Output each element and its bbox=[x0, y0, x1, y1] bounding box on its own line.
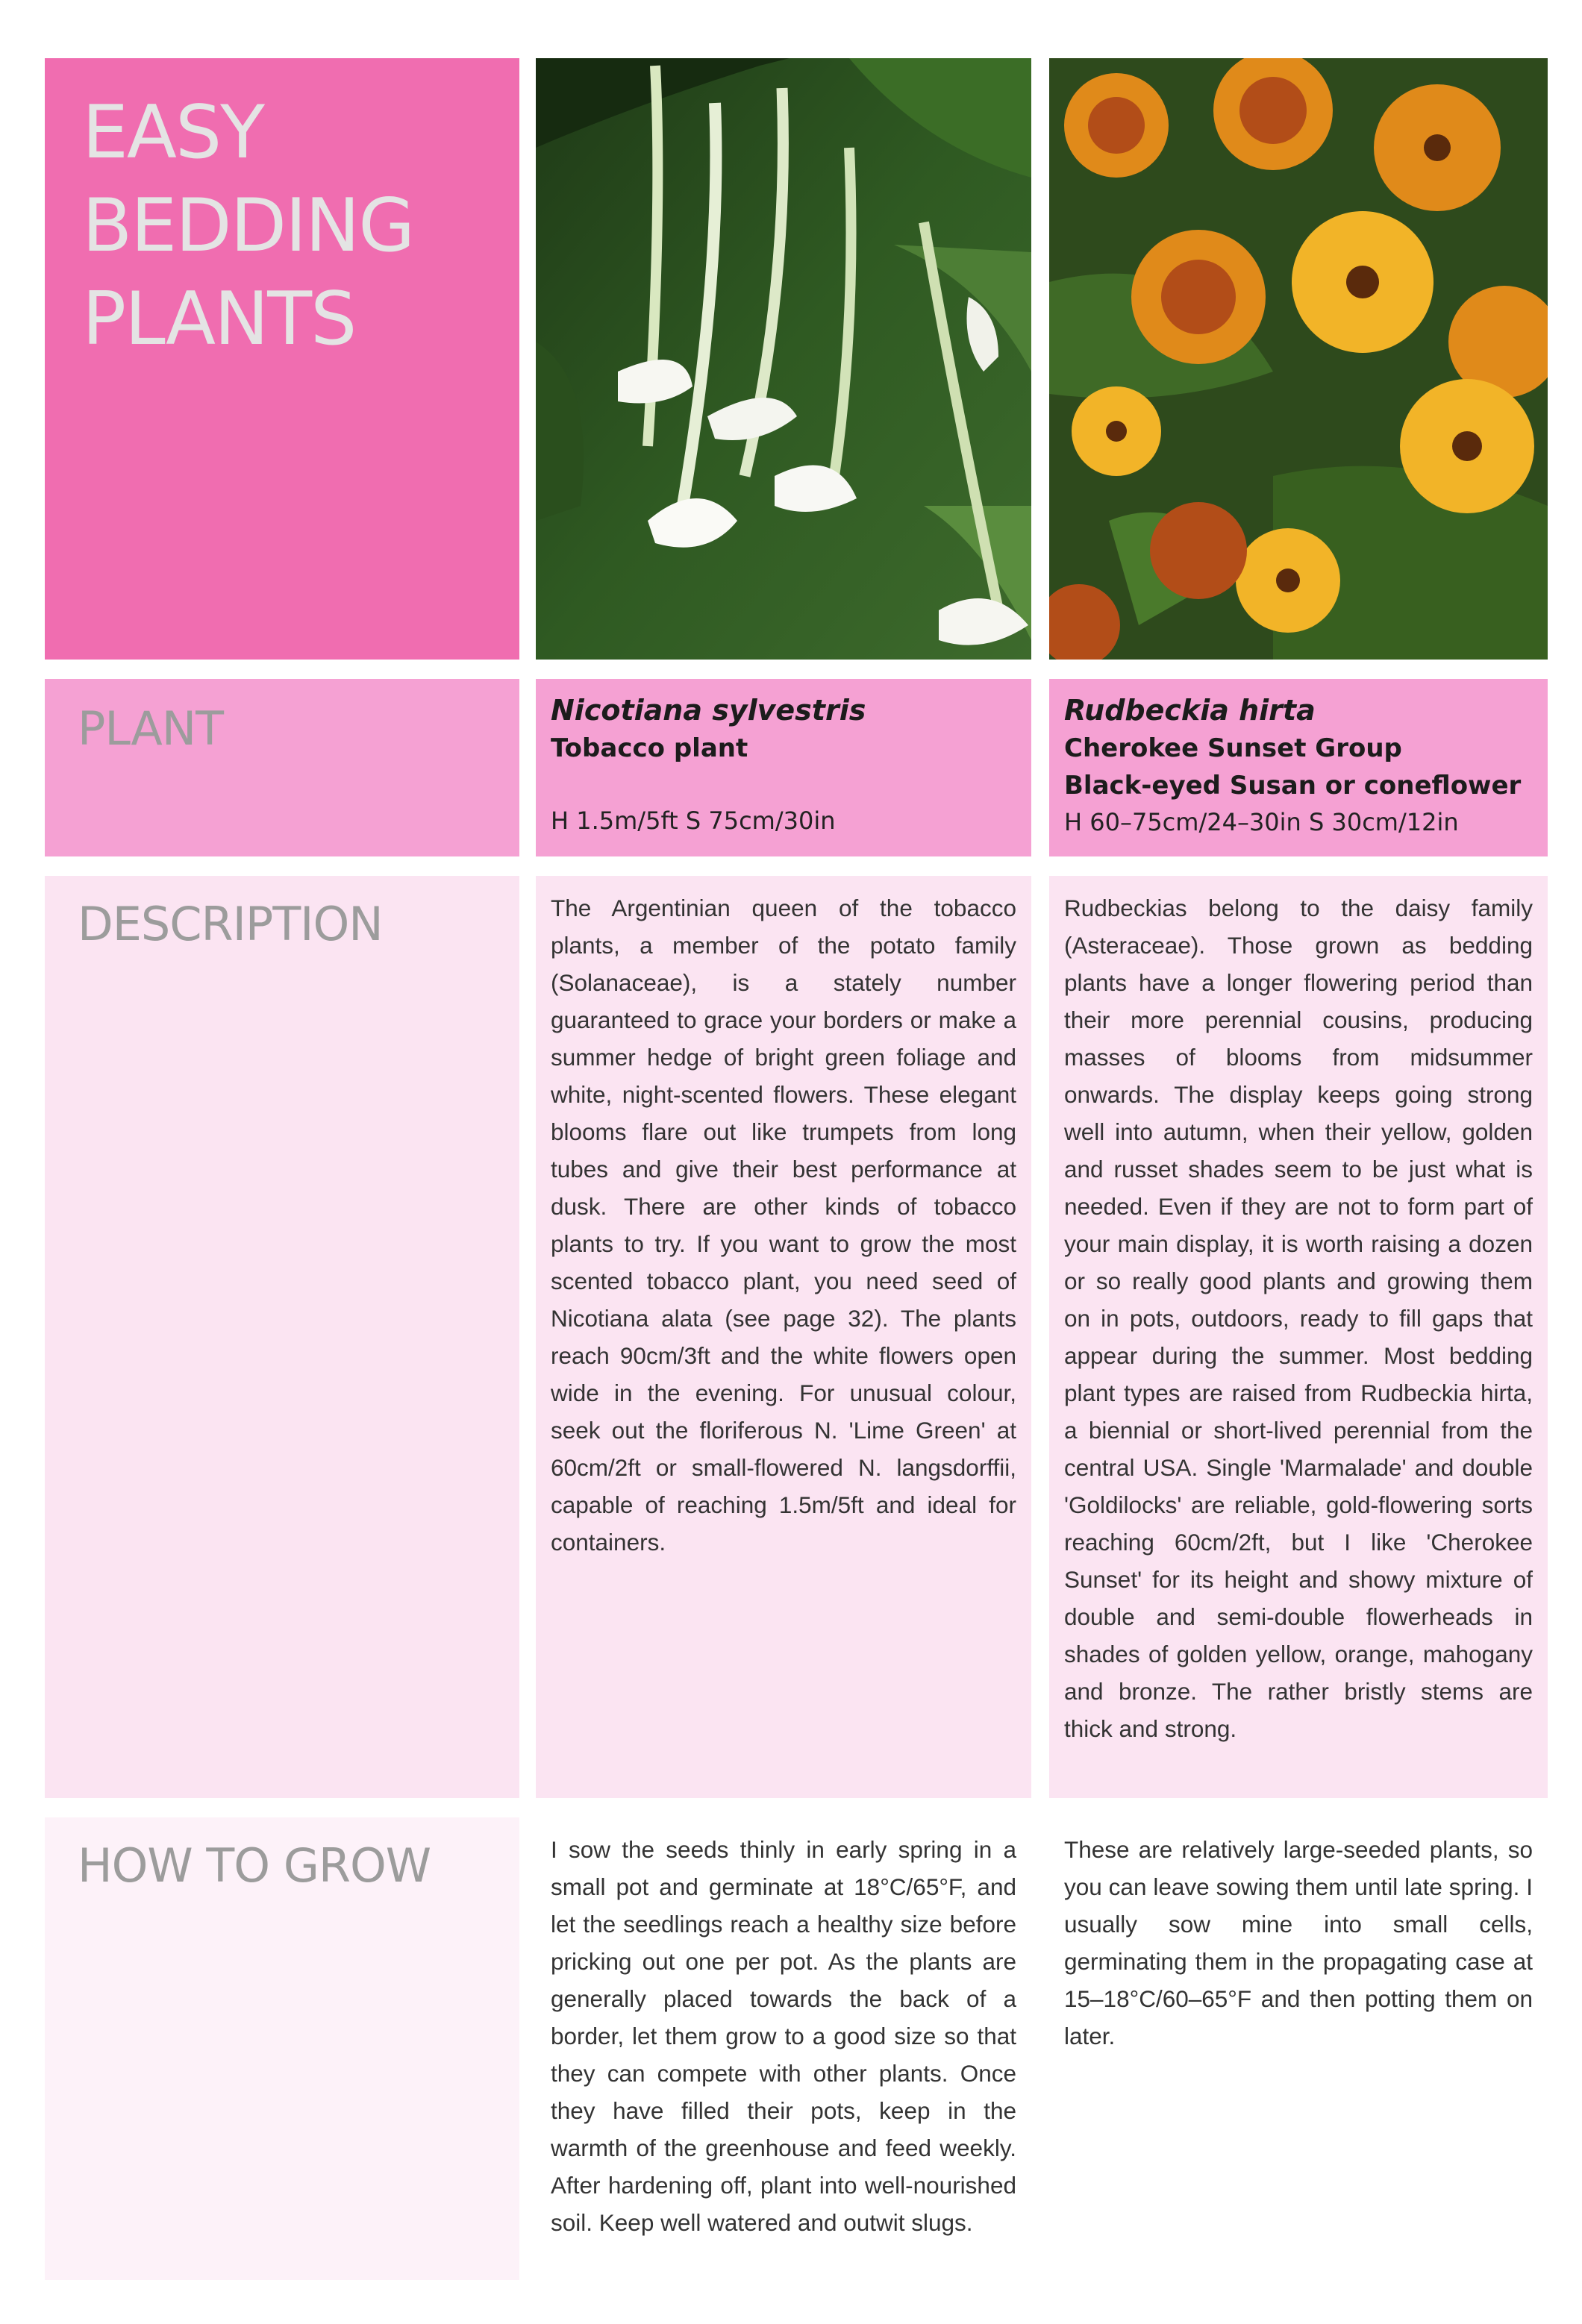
plant1-size: H 1.5m/5ft S 75cm/30in bbox=[551, 806, 836, 835]
title-line-1: EASY bbox=[82, 90, 264, 175]
how-to-grow-label: HOW TO GROW bbox=[78, 1838, 431, 1893]
plant2-latin-name: Rudbeckia hirta bbox=[1064, 694, 1316, 727]
title-line-3: PLANTS bbox=[82, 277, 356, 362]
plant2-group-name: Cherokee Sunset Group bbox=[1064, 733, 1402, 763]
plant1-how-to-grow-panel bbox=[536, 1817, 1031, 2280]
plant2-common-name: Black-eyed Susan or coneflower bbox=[1064, 771, 1522, 801]
title-line-2: BEDDING bbox=[82, 184, 414, 269]
plant-label-panel bbox=[45, 679, 519, 856]
plant2-how-to-grow: These are relatively large-seeded plants, so you can leave sowing them until late spring. I usually sow mine into small cells, germinating them in the propagating case at 15–18°C/60–65°F and then potting them on later. bbox=[1064, 1836, 1533, 2049]
plant1-description-panel bbox=[536, 876, 1031, 1798]
plant2-header bbox=[1049, 679, 1548, 856]
plant-label: PLANT bbox=[78, 701, 224, 756]
plant2-how-to-grow-panel bbox=[1049, 1817, 1548, 2280]
plant1-description: The Argentinian queen of the tobacco plants, a member of the potato family (Solanaceae), is a stately number guaranteed to grace your borders or make a summer hedge of bright green foliage and white, night-scented flowers. These elegant blooms flare out like trumpets from long tubes and give their best performance at dusk. There are other kinds of tobacco plants to try. If you want to grow the most scented tobacco plant, you need seed of Nicotiana alata (see page 32). The plants reach 90cm/3ft and the white flowers open wide in the evening. For unusual colour, seek out the floriferous N. 'Lime Green' at 60cm/2ft or small-flowered N. langsdorffii, capable of reaching 1.5m/5ft and ideal for containers. bbox=[551, 895, 1016, 1556]
plant1-header bbox=[536, 679, 1031, 856]
rudbeckia-photo bbox=[1049, 58, 1548, 660]
how-to-grow-label-panel bbox=[45, 1817, 519, 2280]
plant2-description-panel bbox=[1049, 876, 1548, 1798]
plant2-description: Rudbeckias belong to the daisy family (Asteraceae). Those grown as bedding plants have a longer flowering period than their more perennial cousins, producing masses of blooms from midsummer onwards. The display keeps going strong well into autumn, when their yellow, golden and russet shades seem to be just what is needed. Even if they are not to form part of your main display, it is worth raising a dozen or so really good plants and growing them on in pots, outdoors, ready to fill gaps that appear during the summer. Most bedding plant types are raised from Rudbeckia hirta, a biennial or short-lived perennial from the central USA. Single 'Marmalade' and double 'Goldilocks' are reliable, gold-flowering sorts reaching 60cm/2ft, but I like 'Cherokee Sunset' for its height and showy mixture of double and semi-double flowerheads in shades of golden yellow, orange, mahogany and bronze. The rather bristly stems are thick and strong. bbox=[1064, 895, 1533, 1742]
title-panel bbox=[45, 58, 519, 660]
description-label: DESCRIPTION bbox=[78, 897, 383, 951]
nicotiana-photo bbox=[536, 58, 1031, 660]
plant1-common-name: Tobacco plant bbox=[551, 733, 748, 763]
plant1-how-to-grow: I sow the seeds thinly in early spring in a small pot and germinate at 18°C/65°F, and let the seedlings reach a healthy size before pricking out one per pot. As the plants are generally placed towards the back of a border, let them grow to a good size so that they can compete with other plants. Once they have filled their pots, keep in the warmth of the greenhouse and feed weekly. After hardening off, plant into well-nourished soil. Keep well watered and outwit slugs. bbox=[551, 1836, 1016, 2236]
plant1-latin-name: Nicotiana sylvestris bbox=[551, 694, 866, 727]
description-label-panel bbox=[45, 876, 519, 1798]
plant2-size: H 60–75cm/24–30in S 30cm/12in bbox=[1064, 808, 1459, 836]
